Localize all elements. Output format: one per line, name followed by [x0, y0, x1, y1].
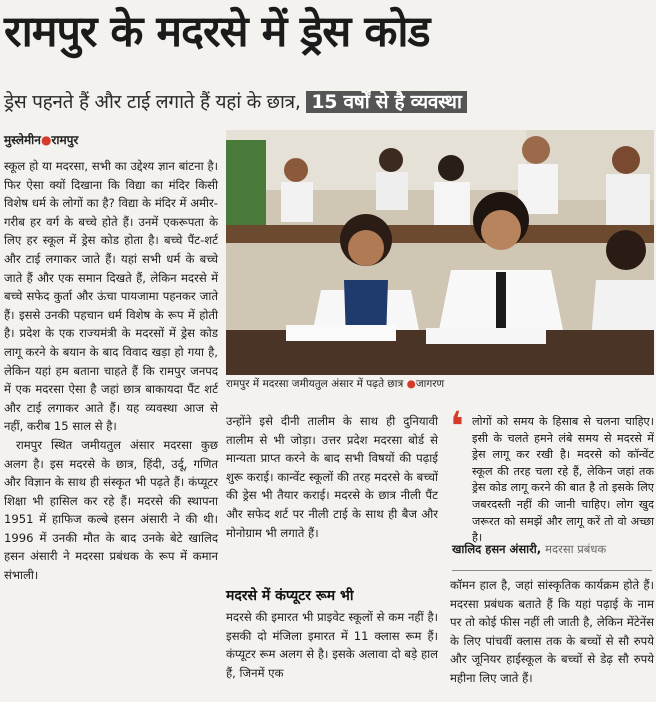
bullet-icon: ●	[406, 378, 416, 390]
byline-name: मुस्लेमीन	[4, 133, 41, 147]
paragraph: स्कूल हो या मदरसा, सभी का उद्देश्य ज्ञान बांटना है। फिर ऐसा क्यों दिखाना कि विद्या का मंदिर किसी विशेष धर्म के लोगों का है? विद्या के मंदिर में अमीर-गरीब हर वर्ग के बच्चे होते हैं। उनमें एकरूपता के लिए हर स्कूल में ड्रेस कोड होता है। बच्चे पैंट-शर्ट और टाई लगाकर जाते हैं। यहां सभी धर्म के बच्चे जाते हैं और एक समान दिखते हैं, लेकिन मदरसे में बच्चे सफेद कुर्ता और ऊंचा पायजामा पहनकर जाते हैं। इससे उनकी पहचान धर्म विशेष के रूप में होती है। प्रदेश के एक राज्यमंत्री के मदरसों में ड्रेस कोड लागू करने के बयान के बाद विवाद खड़ा हो गया है, लेकिन यहां हम बताना चाहते हैं कि रामपुर जनपद में एक मदरसा ऐसा है जहां छात्र बाकायदा पैंट शर्ट और टाई लगाकर आते हैं। यह व्यवस्था आज से नहीं, करीब 15 साल से है।	[4, 159, 218, 434]
paragraph: मदरसे की इमारत भी प्राइवेट स्कूलों से कम नहीं है। इसकी दो मंजिला इमारत में 11 क्लास रूम हैं। कंप्यूटर रूम अलग से है। इसके अलावा दो बड़े हाल हैं, जिनमें एक	[226, 610, 438, 680]
quote-attribution	[452, 542, 654, 557]
subheadline-text: ड्रेस पहनते हैं और टाई लगाते हैं यहां के छात्र,	[4, 91, 301, 113]
photo-credit: जागरण	[415, 378, 445, 390]
quote-mark-icon: ❛	[450, 404, 464, 450]
photo-caption	[226, 377, 654, 391]
quote-name: खालिद हसन अंसारी,	[452, 542, 542, 556]
section-subheading: मदरसे में कंप्यूटर रूम भी	[226, 588, 354, 604]
article-column-3	[450, 576, 654, 688]
byline	[4, 131, 78, 148]
quote-text: लोगों को समय के हिसाब से चलना चाहिए। इसी के चलते हमने लंबे समय से मदरसे में ड्रेस लागू कर रखी है। मदरसे को कॉन्वेंट स्कूल की तरह चला रहे हैं, लेकिन जहां तक ड्रेस कोड लागू करने की बात है तो इसके लिए जबरदस्ती नहीं की जानी चाहिए। लोग खुद जरूरत को समझें और लागू करें तो वो अच्छा है।	[472, 415, 654, 545]
article-column-1	[4, 157, 218, 585]
paragraph: कॉमन हाल है, जहां सांस्कृतिक कार्यक्रम होते हैं। मदरसा प्रबंधक बताते हैं कि यहां पढ़ाई के नाम पर तो कोई फीस नहीं ली जाती है, लेकिन मेंटेनेंस के लिए पांचवीं क्लास तक के बच्चों से सौ रुपये और जूनियर हाईस्कूल के बच्चों से डेढ़ सौ रुपये महीना लिए जाते हैं।	[450, 578, 654, 685]
subheadline-highlight: 15 वर्षों से है व्यवस्था	[306, 91, 466, 113]
caption-text: रामपुर में मदरसा जमीयतुल अंसार में पढ़ते छात्र	[226, 378, 404, 390]
byline-place: रामपुर	[51, 133, 79, 147]
news-photo	[226, 130, 654, 375]
subheadline	[4, 86, 654, 118]
headline: रामपुर के मदरसे में ड्रेस कोड	[4, 7, 430, 57]
quote-role: मदरसा प्रबंधक	[545, 542, 607, 556]
divider	[452, 570, 652, 571]
paragraph: उन्होंने इसे दीनी तालीम के साथ ही दुनियावी तालीम से भी जोड़ा। उत्तर प्रदेश मदरसा बोर्ड से मान्यता प्राप्त करने के बाद सभी विषयों की पढ़ाई शुरू कराई। कान्वेंट स्कूलों की तरह मदरसे के बच्चों की ड्रेस भी तैयार कराई। मदरसे के छात्र नीली पैंट और सफेद शर्ट पर नीली टाई के साथ ही बैज और मोनोग्राम भी लगाते हैं।	[226, 414, 438, 540]
bullet-icon: ●	[40, 133, 52, 147]
article-column-2	[226, 412, 438, 542]
article-column-2b	[226, 608, 438, 682]
classroom-photo-illustration	[226, 130, 654, 375]
paragraph: रामपुर स्थित जमीयतुल अंसार मदरसा कुछ अलग है। इस मदरसे के छात्र, हिंदी, उर्दू, गणित और विज्ञान के साथ ही संस्कृत भी पढ़ते हैं। कंप्यूटर शिक्षा भी हासिल कर रहे हैं। मदरसे की स्थापना 1951 में हाफिज कल्बे हसन अंसारी ने की थी। 1996 में उनकी मौत के बाद उनके बेटे खालिद हसन अंसारी ने मदरसा प्रबंधक के रूप में कमान संभाली।	[4, 437, 218, 583]
